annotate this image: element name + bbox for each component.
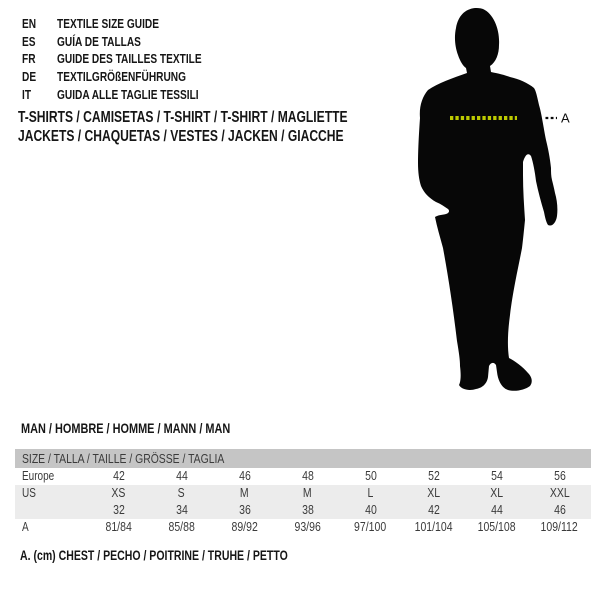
section-title: MAN / HOMBRE / HOMME / MANN / MAN [21,420,231,436]
language-row [22,15,242,33]
cell: 85/88 [168,520,195,534]
cell: 40 [364,503,377,517]
size-figure-canvas [395,0,600,400]
language-code: FR [22,51,36,67]
cell: 48 [301,469,314,483]
table-header-bar [15,449,591,468]
language-list [22,15,242,103]
language-label: GUIDA ALLE TAGLIE TESSILI [57,86,199,102]
cell: 105/108 [477,520,516,534]
table-row-chest [15,519,591,536]
cell: 36 [238,503,251,517]
cell: XXL [549,486,570,500]
cell: 32 [112,503,125,517]
cell: 52 [427,469,440,483]
language-row [22,85,242,103]
language-label: GUIDE DES TAILLES TEXTILE [57,51,202,67]
cell: XL [490,486,503,500]
measure-label-a: A [561,110,570,126]
cell: 50 [364,469,377,483]
cell: 38 [301,503,314,517]
cell: 34 [175,503,188,517]
row-label: Europe [22,469,55,483]
language-label: GUÍA DE TALLAS [57,33,141,49]
language-code: ES [22,33,36,49]
language-row [22,33,242,51]
cell: 54 [490,469,503,483]
language-row [22,68,242,86]
row-label: A [22,520,29,534]
cell: 44 [490,503,503,517]
cell: 81/84 [105,520,132,534]
cell: 42 [112,469,125,483]
language-row [22,50,242,68]
cell: 46 [553,503,566,517]
row-label: US [22,486,36,500]
cell: 56 [553,469,566,483]
cell: L [367,486,374,500]
cell: XL [427,486,440,500]
cell: 44 [175,469,188,483]
table-row-us-numeric [15,502,591,519]
cell: 97/100 [354,520,387,534]
cell: XS [111,486,126,500]
garment-categories [18,109,441,146]
footnote-measure-a: A. (cm) CHEST / PECHO / POITRINE / TRUHE / PETTO [20,548,288,563]
language-code: EN [22,16,37,32]
cell: 89/92 [231,520,258,534]
language-label: TEXTILE SIZE GUIDE [57,16,159,32]
cell: M [240,486,249,500]
table-header-label: SIZE / TALLA / TAILLE / GRÖSSE / TAGLIA [22,450,225,466]
size-table [15,449,591,536]
language-label: TEXTILGRÖßENFÜHRUNG [57,69,187,85]
language-code: IT [22,86,32,102]
cell: 93/96 [294,520,321,534]
cell: M [303,486,312,500]
cell: 46 [238,469,251,483]
size-figure [395,0,600,400]
cell: 42 [427,503,440,517]
cell: 109/112 [540,520,579,534]
table-row-europe [15,468,591,485]
garment-line-jackets: JACKETS / CHAQUETAS / VESTES / JACKEN / GIACCHE [18,127,344,145]
garment-line-tshirts: T-SHIRTS / CAMISETAS / T-SHIRT / T-SHIRT / MAGLIETTE [18,109,348,126]
cell: S [177,486,186,500]
language-code: DE [22,69,37,85]
table-row-us [15,485,591,502]
man-silhouette [418,8,557,391]
cell: 101/104 [414,520,453,534]
